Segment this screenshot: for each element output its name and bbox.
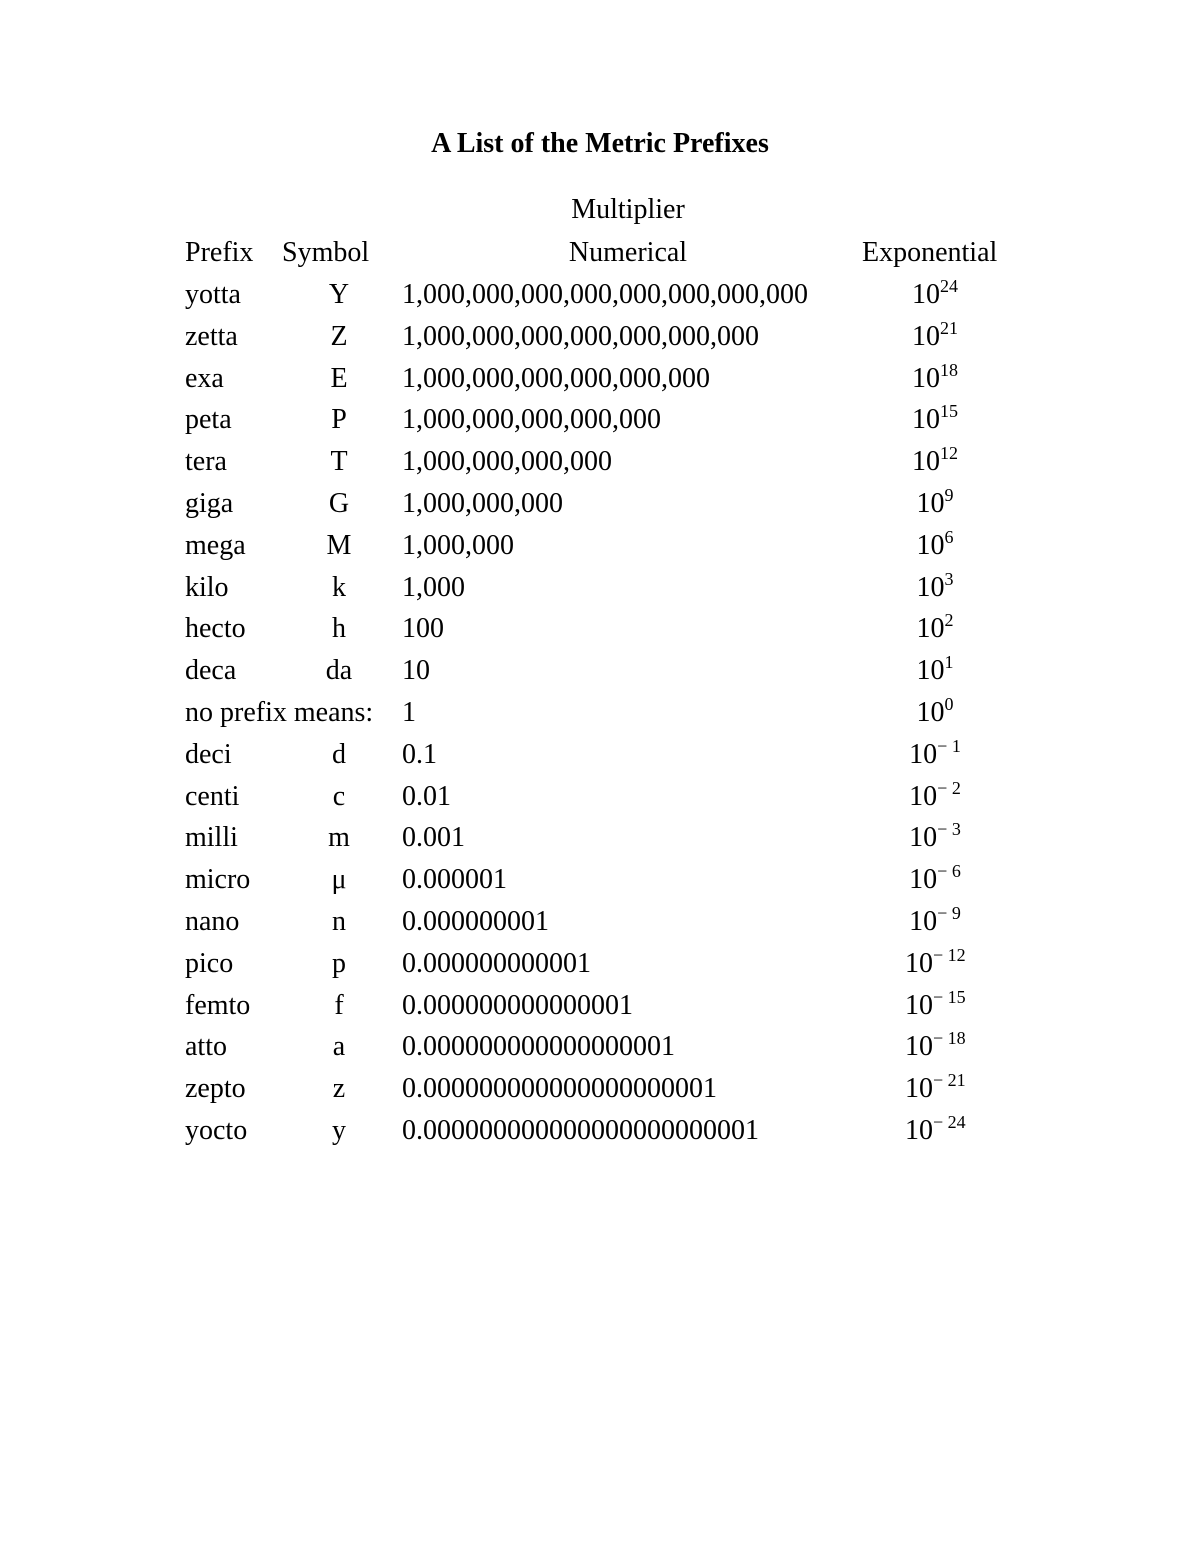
prefix-cell: giga [185,487,234,519]
exponent-power: − 18 [933,1028,966,1049]
exponent-power: 12 [940,443,958,464]
symbol-column-header: Symbol [282,237,370,268]
exponent-base: 10 [912,404,940,436]
exponent-base: 10 [912,446,940,478]
table-row [0,316,1200,358]
numerical-cell: 1,000,000,000,000,000,000 [402,362,710,394]
prefix-cell: deca [185,655,237,687]
exponential-cell [905,859,965,901]
exponent-power: − 9 [937,902,961,923]
prefix-cell: deci [185,738,232,770]
numerical-cell: 0.000000000001 [402,947,591,979]
prefix-cell: zetta [185,320,238,352]
exponent-base: 10 [905,947,933,979]
table-row [0,608,1200,650]
table-row [0,985,1200,1027]
exponent-power: − 6 [937,861,961,882]
prefix-cell: no prefix means: [185,696,374,728]
symbol-cell: da [325,655,353,687]
numerical-column-header: Numerical [568,237,688,268]
exponent-base: 10 [916,571,945,603]
exponent-base: 10 [905,1031,933,1063]
numerical-cell: 100 [402,613,444,645]
exponent-power: 15 [940,401,958,422]
exponent-power: 24 [940,276,958,296]
table-row [0,901,1200,943]
numerical-cell: 0.000000001 [402,905,549,937]
exponent-base: 10 [909,864,938,896]
exponential-cell [905,316,965,358]
exponent-base: 10 [909,780,938,812]
exponent-power: 1 [944,652,954,673]
table-row [0,274,1200,316]
exponent-base: 10 [909,738,938,770]
table-row [0,692,1200,734]
exponent-base: 10 [912,320,940,352]
table-row [0,441,1200,483]
exponent-base: 10 [905,1073,933,1105]
exponential-cell [905,274,965,316]
symbol-cell: y [332,1114,346,1146]
exponent-power: − 2 [937,777,961,798]
symbol-cell: m [328,822,350,854]
prefix-cell: zepto [185,1073,246,1105]
exponent-power: − 12 [933,944,966,965]
exponential-cell [905,985,965,1027]
numerical-cell: 0.000000000000001 [402,989,633,1021]
symbol-cell: T [330,446,348,478]
table-row [0,1068,1200,1110]
exponent-base: 10 [916,655,945,687]
exponential-cell [905,399,965,441]
symbol-cell: G [328,487,350,519]
prefix-cell: mega [185,529,246,561]
exponential-cell [905,943,965,985]
table-row [0,567,1200,609]
table-header-row [0,232,1200,274]
numerical-cell: 0.000000000000000001 [402,1031,675,1063]
exponential-cell [905,525,965,567]
prefix-cell: micro [185,864,251,896]
symbol-cell: E [330,362,348,394]
exponent-power: 3 [944,568,954,589]
numerical-cell: 1,000,000 [402,529,514,561]
symbol-cell: Y [328,279,350,310]
exponential-cell [905,1026,965,1068]
exponent-power: − 15 [933,986,966,1007]
prefix-cell: tera [185,446,227,478]
symbol-cell: k [332,571,346,603]
prefix-cell: kilo [185,571,229,603]
prefix-cell: exa [185,362,224,394]
numerical-cell: 1 [402,696,416,728]
numerical-cell: 10 [402,655,430,687]
exponent-power: 0 [944,693,954,714]
exponential-cell [905,734,965,776]
exponential-cell [905,358,965,400]
exponential-cell [905,817,965,859]
exponent-base: 10 [912,362,940,394]
symbol-cell: z [332,1073,346,1105]
table-row [0,358,1200,400]
symbol-cell: P [331,404,347,436]
exponent-power: 6 [944,526,954,547]
exponential-cell [905,483,965,525]
table-row [0,817,1200,859]
prefix-cell: hecto [185,613,246,645]
table-row [0,483,1200,525]
prefix-column-header: Prefix [185,237,254,268]
prefix-cell: nano [185,905,240,937]
exponent-power: 18 [940,359,958,380]
table-row [0,943,1200,985]
exponent-base: 10 [905,989,933,1021]
exponent-base: 10 [909,822,938,854]
numerical-cell: 0.000001 [402,864,507,896]
symbol-cell: f [334,989,344,1021]
table-row [0,859,1200,901]
exponential-cell [905,1068,965,1110]
numerical-cell: 1,000,000,000,000,000,000,000 [402,320,759,352]
exponential-cell [905,692,965,734]
numerical-cell: 0.001 [402,822,465,854]
exponent-power: − 3 [937,819,961,840]
numerical-cell: 1,000,000,000,000,000,000,000,000 [402,279,808,310]
table-row [0,734,1200,776]
exponent-base: 10 [916,529,945,561]
exponent-power: − 1 [937,735,961,756]
numerical-cell: 0.01 [402,780,451,812]
table-row [0,399,1200,441]
exponential-cell [905,1110,965,1152]
prefix-cell: centi [185,780,240,812]
prefix-cell: milli [185,822,238,854]
symbol-cell: M [326,529,352,561]
numerical-cell: 0.000000000000000000001 [402,1073,717,1105]
prefix-cell: yocto [185,1114,248,1146]
table-row [0,1110,1200,1152]
exponent-base: 10 [916,487,945,519]
exponent-base: 10 [916,696,945,728]
table-row [0,1026,1200,1068]
prefix-cell: pico [185,947,234,979]
exponential-column-header: Exponential [862,237,998,268]
symbol-cell: μ [331,864,347,896]
exponent-base: 10 [905,1114,933,1146]
prefix-cell: atto [185,1031,227,1063]
page-title: A List of the Metric Prefixes [431,128,769,159]
symbol-cell: n [332,905,346,937]
symbol-cell: c [332,780,346,812]
table-row [0,650,1200,692]
exponent-power: 9 [944,484,954,505]
exponent-power: − 24 [933,1111,966,1132]
exponential-cell [905,776,965,818]
exponent-base: 10 [909,905,938,937]
table-row [0,525,1200,567]
prefix-cell: yotta [185,279,241,310]
symbol-cell: a [332,1031,346,1063]
multiplier-header: Multiplier [571,194,685,225]
prefix-table [0,274,1200,1152]
exponent-power: 2 [944,610,954,631]
exponential-cell [905,441,965,483]
symbol-cell: d [332,738,346,770]
exponent-power: − 21 [933,1070,966,1091]
exponential-cell [905,608,965,650]
numerical-cell: 1,000 [402,571,465,603]
symbol-cell: Z [330,320,348,352]
exponent-power: 21 [940,317,958,338]
symbol-cell: h [332,613,346,645]
numerical-cell: 0.1 [402,738,437,770]
numerical-cell: 1,000,000,000,000 [402,446,612,478]
exponential-cell [905,901,965,943]
exponent-base: 10 [912,279,940,310]
numerical-cell: 1,000,000,000 [402,487,563,519]
exponent-base: 10 [916,613,945,645]
numerical-cell: 1,000,000,000,000,000 [402,404,661,436]
exponential-cell [905,650,965,692]
prefix-cell: peta [185,404,232,436]
exponential-cell [905,567,965,609]
prefix-cell: femto [185,989,251,1021]
numerical-cell: 0.000000000000000000000001 [402,1114,759,1146]
table-row [0,776,1200,818]
symbol-cell: p [332,947,346,979]
